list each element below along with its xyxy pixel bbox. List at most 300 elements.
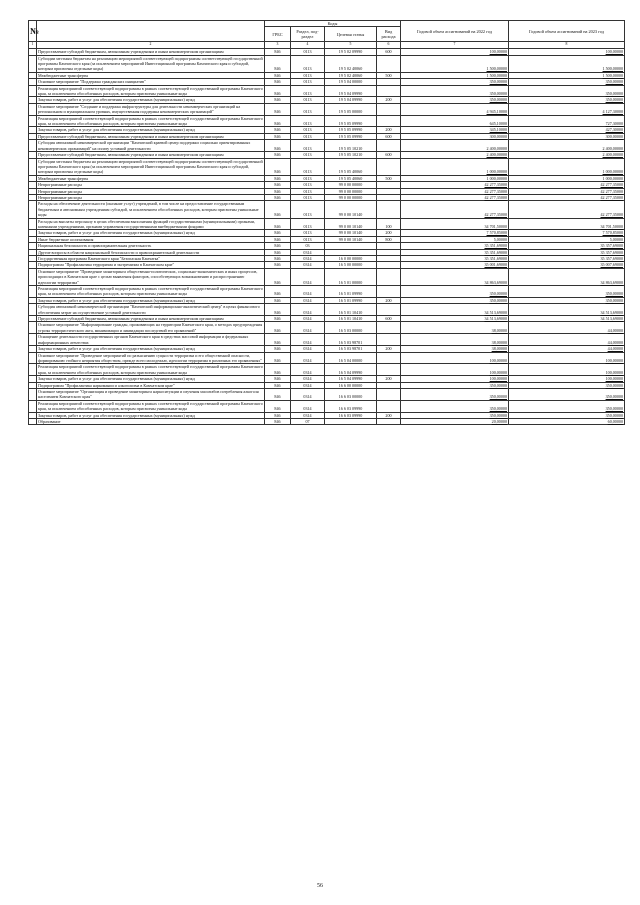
target-article-code: 19 5 05 00000	[325, 103, 377, 115]
grbs-code: 846	[265, 388, 291, 400]
grbs-code: 846	[265, 201, 291, 218]
sum-2023: 1 000,00000	[509, 175, 625, 181]
grbs-code: 846	[265, 364, 291, 376]
grbs-code: 846	[265, 236, 291, 242]
col-number: 4	[291, 42, 325, 49]
target-article-code: 16 5 04 00000	[325, 352, 377, 364]
table-row	[29, 400, 625, 412]
sum-2022: 645,10000	[401, 115, 509, 127]
section-code: 0314	[291, 412, 325, 418]
row-name: Реализация мероприятий соответствующей подпрограммы в рамках соответствующей государственной программы Камчатского края, за исключением обособленных расходов, которым присвоены уникальные коды	[38, 85, 263, 97]
row-name: Реализация мероприятий соответствующей подпрограммы в рамках соответствующей государственной программы Камчатского края, за исключением обособленных расходов, которым присвоены уникальные коды	[38, 364, 263, 375]
grbs-code: 846	[265, 152, 291, 158]
row-name: Закупка товаров, работ и услуг для обеспечения государственных (муниципальных) нужд	[37, 230, 265, 236]
section-code: 0113	[291, 127, 325, 133]
section-code: 0113	[291, 188, 325, 194]
sum-2023: 100,00000	[509, 376, 625, 382]
section-code: 0113	[291, 85, 325, 97]
sum-2023: 34 863,69000	[509, 268, 625, 285]
target-article-code: 99 0 00 10140	[325, 236, 377, 242]
sum-2023: 35 357,69000	[509, 249, 625, 255]
sum-2023: 34 513,69000	[509, 316, 625, 322]
grbs-code: 846	[265, 140, 291, 152]
budget-table-sheet	[28, 20, 624, 425]
row-name: Межбюджетные трансферты	[37, 175, 265, 181]
target-article-code: 19 5 04 09990	[325, 97, 377, 103]
sum-2023: 42 277,35000	[509, 201, 625, 218]
expense-type-code: 500	[377, 175, 401, 181]
grbs-code: 846	[265, 262, 291, 268]
section-code: 0113	[291, 194, 325, 200]
grbs-code: 846	[265, 316, 291, 322]
section-code: 0314	[291, 388, 325, 400]
grbs-code: 846	[265, 243, 291, 249]
section-code: 0314	[291, 400, 325, 412]
sum-2023: 2 400,00000	[509, 140, 625, 152]
grbs-code: 846	[265, 268, 291, 285]
number-symbol: №	[29, 21, 37, 42]
table-row	[29, 418, 625, 424]
grbs-header: ГРБС	[265, 27, 291, 42]
section-code: 0113	[291, 115, 325, 127]
section-code: 0113	[291, 55, 325, 72]
target-article-code: 16 5 01 09990	[325, 286, 377, 298]
row-name: Субсидия автономной некоммерческой организации "Камчатский информационно-аналитический центр" в целях финансового обеспечения затрат на осуществление уставной деятельности	[37, 304, 265, 316]
row-name: Расходы на выплаты персоналу в целях обеспечения выполнения функций государственными (муниципальными) органами, казенными учреждениями, органами управления государственными внебюджетными фондами	[37, 218, 265, 230]
section-code: 0113	[291, 218, 325, 230]
blank-cell	[29, 158, 37, 175]
sum-2022: 350,00000	[401, 85, 509, 97]
section-code: 0314	[291, 382, 325, 388]
target-article-code: 99 0 00 10140	[325, 201, 377, 218]
sum-2022: 5,00000	[401, 236, 509, 242]
sum-2023: 42 277,35000	[509, 188, 625, 194]
section-code: 0113	[291, 182, 325, 188]
sum-2023: 427,30000	[509, 127, 625, 133]
target-article-code: 99 0 00 00000	[325, 182, 377, 188]
section-code: 0113	[291, 72, 325, 78]
grbs-code: 846	[265, 194, 291, 200]
table-row	[29, 334, 625, 346]
sum-2022: 42 277,35000	[401, 194, 509, 200]
sum-2022: 38,00000	[401, 334, 509, 346]
sum-2022: 300,00000	[401, 133, 509, 139]
expense-type-code: 200	[377, 346, 401, 352]
sum-2023: 34 513,69000	[509, 304, 625, 316]
row-name: Основное мероприятие "Проведение мониторинга общественно-политических, социально-экономических и иных процессов, происходящих в Камчатском крае с целью выявления факторов, способствующих возникновению и распространению идеологии терроризма"	[37, 268, 265, 285]
col-number: 2	[37, 42, 265, 49]
section-code: 0314	[291, 268, 325, 285]
table-row	[29, 140, 625, 152]
sum-2023: 44,00000	[509, 322, 625, 334]
grbs-code: 846	[265, 286, 291, 298]
table-row	[29, 322, 625, 334]
expense-type-code	[377, 286, 401, 298]
blank-cell	[29, 304, 37, 316]
sum-2022: 100,00000	[401, 352, 509, 364]
col-number: 7	[401, 42, 509, 49]
sum-2022: 1 500,00000	[401, 55, 509, 72]
table-row	[29, 201, 625, 218]
blank-cell	[29, 322, 37, 334]
sum-2023: 42 277,35000	[509, 194, 625, 200]
grbs-code: 846	[265, 55, 291, 72]
sum-2023: 1 500,00000	[509, 72, 625, 78]
row-name: Другие вопросы в области национальной безопасности и правоохранительной деятельности	[37, 249, 265, 255]
section-code: 0113	[291, 158, 325, 175]
sum-2023: 350,00000	[509, 97, 625, 103]
grbs-code: 846	[265, 85, 291, 97]
budget-table	[28, 20, 625, 425]
blank-cell	[29, 103, 37, 115]
section-code: 0113	[291, 49, 325, 55]
target-article-code: 16 6 00 00000	[325, 382, 377, 388]
sum-2022: 350,00000	[401, 412, 509, 418]
sum-2023: 727,30000	[509, 115, 625, 127]
sum-2023: 2 400,00000	[509, 152, 625, 158]
target-article-code	[325, 418, 377, 424]
expense-type-code	[377, 103, 401, 115]
sum-2022: 38,00000	[401, 322, 509, 334]
target-article-code: 19 5 05 09990	[325, 133, 377, 139]
sum-2023: 100,00000	[509, 352, 625, 364]
target-article-code: 16 5 04 09990	[325, 376, 377, 382]
sum-2023: 5,00000	[509, 236, 625, 242]
section-code: 0314	[291, 249, 325, 255]
expense-type-code: 200	[377, 297, 401, 303]
sum-2022: 42 277,35000	[401, 188, 509, 194]
grbs-code: 846	[265, 382, 291, 388]
expense-type-code	[377, 115, 401, 127]
expense-type-code: 200	[377, 97, 401, 103]
sum-2022: 35 351,69000	[401, 256, 509, 262]
section-code: 0314	[291, 316, 325, 322]
blank-cell	[29, 364, 37, 376]
col-number: 1	[29, 42, 37, 49]
row-name: Субсидии местным бюджетам на реализацию мероприятий соответствующей подпрограммы соответствующей государственной программы Камчатского края (за исключением мероприятий Инвестиционной программы Камчатского края и субсидий, которым присвоены отдельные коды)	[38, 158, 263, 175]
row-name: Закупка товаров, работ и услуг для обеспечения государственных (муниципальных) нужд	[37, 376, 265, 382]
grbs-code: 846	[265, 376, 291, 382]
target-article-code: 99 0 00 00000	[325, 194, 377, 200]
sum-2022: 1 000,00000	[401, 158, 509, 175]
grbs-code: 846	[265, 103, 291, 115]
blank-cell	[29, 388, 37, 400]
row-name: Образование	[37, 418, 265, 424]
target-article-code: 19 5 05 09990	[325, 115, 377, 127]
expense-type-code	[377, 352, 401, 364]
row-name: Иные бюджетные ассигнования	[37, 236, 265, 242]
expense-type-code: 200	[377, 230, 401, 236]
grbs-code: 846	[265, 304, 291, 316]
target-article-code: 16 5 03 98701	[325, 334, 377, 346]
sum-2023-header: Годовой объем ассигнований на 2023 год	[509, 21, 625, 42]
expense-type-code	[377, 55, 401, 72]
column-numbering-row	[29, 42, 625, 49]
sum-2022-header: Годовой объем ассигнований на 2022 год	[401, 21, 509, 42]
target-article-header: Целевая статья	[325, 27, 377, 42]
table-row	[29, 103, 625, 115]
table-body	[29, 49, 625, 425]
blank-cell	[29, 400, 37, 412]
grbs-code: 846	[265, 346, 291, 352]
sum-2023: 100,00000	[509, 364, 625, 376]
grbs-code: 846	[265, 188, 291, 194]
grbs-code: 846	[265, 352, 291, 364]
sum-2023: 1 000,00000	[509, 158, 625, 175]
sum-2023: 34 701,50000	[509, 218, 625, 230]
section-code: 0113	[291, 236, 325, 242]
blank-cell	[29, 140, 37, 152]
sum-2023: 350,00000	[509, 286, 625, 298]
table-row	[29, 352, 625, 364]
grbs-code: 846	[265, 230, 291, 236]
blank-cell	[29, 352, 37, 364]
row-name: Непрограммные расходы	[37, 194, 265, 200]
expense-type-code: 600	[377, 133, 401, 139]
target-article-code: 19 5 05 40060	[325, 158, 377, 175]
grbs-code: 846	[265, 297, 291, 303]
section-header: Раздел, под-раздел	[291, 27, 325, 42]
expense-type-code	[377, 322, 401, 334]
section-code: 0314	[291, 352, 325, 364]
sum-2022: 42 277,35000	[401, 201, 509, 218]
row-name: Непрограммные расходы	[37, 188, 265, 194]
row-name: Подпрограмма "Профилактика терроризма и экстремизма в Камчатском крае"	[37, 262, 265, 268]
expense-type-code	[377, 140, 401, 152]
section-code: 0314	[291, 286, 325, 298]
row-name: Расходы на обеспечение деятельности (оказание услуг) учреждений, в том числе на предоставление государственным бюджетным и автономным учреждениям субсидий, за исключением обособленных расходов, которым присвоены уникальные коды	[37, 201, 265, 218]
expense-type-code	[377, 85, 401, 97]
grbs-code: 846	[265, 218, 291, 230]
row-name: Закупка товаров, работ и услуг для обеспечения государственных (муниципальных) нужд	[37, 412, 265, 418]
target-article-code: 16 5 01 10410	[325, 304, 377, 316]
section-code: 0113	[291, 79, 325, 85]
row-name: Основное мероприятие "Информирование граждан, проживающих на территории Камчатского края, о методах предупреждения угрозы террористического акта, минимизации и ликвидации последствий его проявлений"	[37, 322, 265, 334]
sum-2023: 350,00000	[509, 388, 625, 400]
sum-2022: 2 400,00000	[401, 152, 509, 158]
row-name: Непрограммные расходы	[37, 182, 265, 188]
grbs-code: 846	[265, 249, 291, 255]
name-column-header	[37, 21, 265, 42]
target-article-code: 16 6 03 00000	[325, 388, 377, 400]
expense-type-code	[377, 268, 401, 285]
section-code: 0113	[291, 140, 325, 152]
row-name: Закупка товаров, работ и услуг для обеспечения государственных (муниципальных) нужд	[37, 346, 265, 352]
grbs-code: 846	[265, 97, 291, 103]
sum-2022: 350,00000	[401, 388, 509, 400]
section-code: 0314	[291, 304, 325, 316]
expense-type-code: 500	[377, 72, 401, 78]
section-code: 07	[291, 418, 325, 424]
sum-2023: 350,00000	[509, 79, 625, 85]
sum-2023: 350,00000	[509, 85, 625, 97]
target-article-code: 16 5 01 00000	[325, 268, 377, 285]
grbs-code: 846	[265, 256, 291, 262]
table-header	[29, 21, 625, 49]
sum-2022: 38,00000	[401, 346, 509, 352]
sum-2023: 44,00000	[509, 346, 625, 352]
grbs-code: 846	[265, 127, 291, 133]
grbs-code: 846	[265, 133, 291, 139]
expense-type-code: 600	[377, 152, 401, 158]
grbs-code: 846	[265, 158, 291, 175]
blank-cell	[29, 55, 37, 72]
target-article-code: 16 6 03 09990	[325, 400, 377, 412]
sum-2022: 20,00000	[401, 418, 509, 424]
sum-2022: 34 863,69000	[401, 268, 509, 285]
col-number: 6	[377, 42, 401, 49]
target-article-code: 19 5 05 10210	[325, 140, 377, 152]
blank-cell	[29, 85, 37, 97]
target-article-code: 19 5 05 40060	[325, 175, 377, 181]
table-row	[29, 55, 625, 72]
blank-cell	[29, 115, 37, 127]
row-name: Предоставление субсидий бюджетным, автономным учреждениям и иным некоммерческим организациям	[37, 316, 265, 322]
sum-2023: 300,00000	[509, 133, 625, 139]
row-name: Государственная программа Камчатского края "Безопасная Камчатка"	[37, 256, 265, 262]
sum-2023: 35 357,69000	[509, 256, 625, 262]
expense-type-code: 600	[377, 316, 401, 322]
expense-type-code	[377, 334, 401, 346]
table-row	[29, 158, 625, 175]
target-article-code: 16 5 00 00000	[325, 262, 377, 268]
section-code: 0113	[291, 175, 325, 181]
sum-2022: 34 513,69000	[401, 316, 509, 322]
grbs-code: 846	[265, 175, 291, 181]
target-article-code: 19 5 05 09990	[325, 127, 377, 133]
sum-2022: 35 351,69000	[401, 249, 509, 255]
sum-2022: 35 351,69000	[401, 243, 509, 249]
sum-2023: 1 500,00000	[509, 55, 625, 72]
sum-2022: 4 945,10000	[401, 103, 509, 115]
sum-2023: 60,00000	[509, 418, 625, 424]
target-article-code: 16 5 03 98701	[325, 346, 377, 352]
expense-type-code	[377, 158, 401, 175]
target-article-code: 16 0 00 00000	[325, 256, 377, 262]
sum-2023: 350,00000	[509, 412, 625, 418]
sum-2022: 350,00000	[401, 79, 509, 85]
blank-cell	[29, 218, 37, 230]
sum-2023: 7 570,85000	[509, 230, 625, 236]
target-article-code: 16 6 03 09990	[325, 412, 377, 418]
grbs-code: 846	[265, 418, 291, 424]
grbs-code: 846	[265, 322, 291, 334]
sum-2022: 34 513,69000	[401, 304, 509, 316]
expense-type-code: 800	[377, 236, 401, 242]
expense-type-code: 200	[377, 127, 401, 133]
page-number: 56	[317, 883, 323, 889]
target-article-code: 19 5 04 00000	[325, 79, 377, 85]
table-row	[29, 364, 625, 376]
col-number: 8	[509, 42, 625, 49]
sum-2022: 345,10000	[401, 127, 509, 133]
sum-2022: 1 500,00000	[401, 72, 509, 78]
grbs-code: 846	[265, 334, 291, 346]
expense-type-code: 600	[377, 49, 401, 55]
blank-cell	[29, 334, 37, 346]
row-name: Предоставление субсидий бюджетным, автономным учреждениям и иным некоммерческим организациям	[37, 133, 265, 139]
target-article-code: 19 5 04 09990	[325, 85, 377, 97]
section-code: 0314	[291, 364, 325, 376]
table-row	[29, 85, 625, 97]
grbs-code: 846	[265, 49, 291, 55]
target-article-code: 16 5 04 09990	[325, 364, 377, 376]
blank-cell	[29, 418, 37, 424]
sum-2023: 100,00000	[509, 49, 625, 55]
target-article-code: 19 5 05 10210	[325, 152, 377, 158]
expense-type-code: 200	[377, 412, 401, 418]
sum-2022: 42 277,35000	[401, 182, 509, 188]
row-name: Предоставление субсидий бюджетным, автономным учреждениям и иным некоммерческим организациям	[37, 152, 265, 158]
grbs-code: 846	[265, 400, 291, 412]
sum-2022: 1 000,00000	[401, 175, 509, 181]
expense-type-code	[377, 201, 401, 218]
section-code: 0113	[291, 133, 325, 139]
row-name: Предоставление субсидий бюджетным, автономным учреждениям и иным некоммерческим организациям	[37, 49, 265, 55]
section-code: 0113	[291, 201, 325, 218]
sum-2023: 350,00000	[509, 297, 625, 303]
row-name: Основное мероприятие "Проведение мероприятий по разъяснению сущности терроризма и его общественной опасности, формированию стойкого неприятия обществом, прежде всего молодежью, идеологии терроризма в различных его проявлениях"	[37, 352, 265, 364]
row-name: Реализация мероприятий соответствующей подпрограммы в рамках соответствующей государственной программы Камчатского края, за исключением обособленных расходов, которым присвоены уникальные коды	[38, 400, 263, 412]
blank-cell	[29, 201, 37, 218]
sum-2023: 4 127,30000	[509, 103, 625, 115]
row-name: Реализация мероприятий соответствующей подпрограммы в рамках соответствующей государственной программы Камчатского края, за исключением обособленных расходов, которым присвоены уникальные коды	[38, 286, 263, 297]
col-number: 3	[265, 42, 291, 49]
expense-type-code	[377, 418, 401, 424]
section-code: 0314	[291, 297, 325, 303]
row-name: Национальная безопасность и правоохранительная деятельность	[37, 243, 265, 249]
blank-cell	[29, 286, 37, 298]
expense-type-code	[377, 388, 401, 400]
section-code: 0314	[291, 256, 325, 262]
row-name: Субсидии местным бюджетам на реализацию мероприятий соответствующей подпрограммы соответствующей государственной программы Камчатского края (за исключением мероприятий Инвестиционной программы Камчатского края и субсидий, которым присвоены отдельные коды)	[38, 55, 263, 72]
section-code: 0314	[291, 334, 325, 346]
sum-2022: 350,00000	[401, 382, 509, 388]
section-code: 0113	[291, 230, 325, 236]
row-name: Субсидия автономной некоммерческой организации "Камчатский краевой центр поддержки социально ориентированных некоммерческих организаций" на оплату уставной деятельности	[37, 140, 265, 152]
table-row	[29, 115, 625, 127]
table-row	[29, 268, 625, 285]
expense-type-code: 100	[377, 218, 401, 230]
section-code: 0314	[291, 376, 325, 382]
sum-2022: 34 701,50000	[401, 218, 509, 230]
sum-2022: 100,00000	[401, 49, 509, 55]
row-name: Основное мероприятие "Создание и поддержка инфраструктуры для деятельности некоммерческих организаций на региональном и муниципальном уровнях, имущественная поддержка некоммерческих организаций"	[37, 103, 265, 115]
section-code: 0113	[291, 152, 325, 158]
sum-2022: 350,00000	[401, 97, 509, 103]
row-name: Закупка товаров, работ и услуг для обеспечения государственных (муниципальных) нужд	[37, 297, 265, 303]
sum-2023: 44,00000	[509, 334, 625, 346]
sum-2023: 350,00000	[509, 382, 625, 388]
target-article-code: 99 0 00 00000	[325, 188, 377, 194]
sum-2022: 35 001,69000	[401, 262, 509, 268]
table-row	[29, 218, 625, 230]
sum-2023: 35 007,69000	[509, 262, 625, 268]
target-article-code: 19 5 02 40060	[325, 72, 377, 78]
section-code: 03	[291, 243, 325, 249]
col-number: 5	[325, 42, 377, 49]
sum-2023: 42 277,35000	[509, 182, 625, 188]
table-row	[29, 286, 625, 298]
sum-2022: 2 400,00000	[401, 140, 509, 152]
sum-2022: 7 570,85000	[401, 230, 509, 236]
grbs-code: 846	[265, 72, 291, 78]
section-code: 0113	[291, 103, 325, 115]
sum-2022: 350,00000	[401, 297, 509, 303]
sum-2022: 100,00000	[401, 364, 509, 376]
expense-type-code	[377, 304, 401, 316]
row-name: Межбюджетные трансферты	[37, 72, 265, 78]
